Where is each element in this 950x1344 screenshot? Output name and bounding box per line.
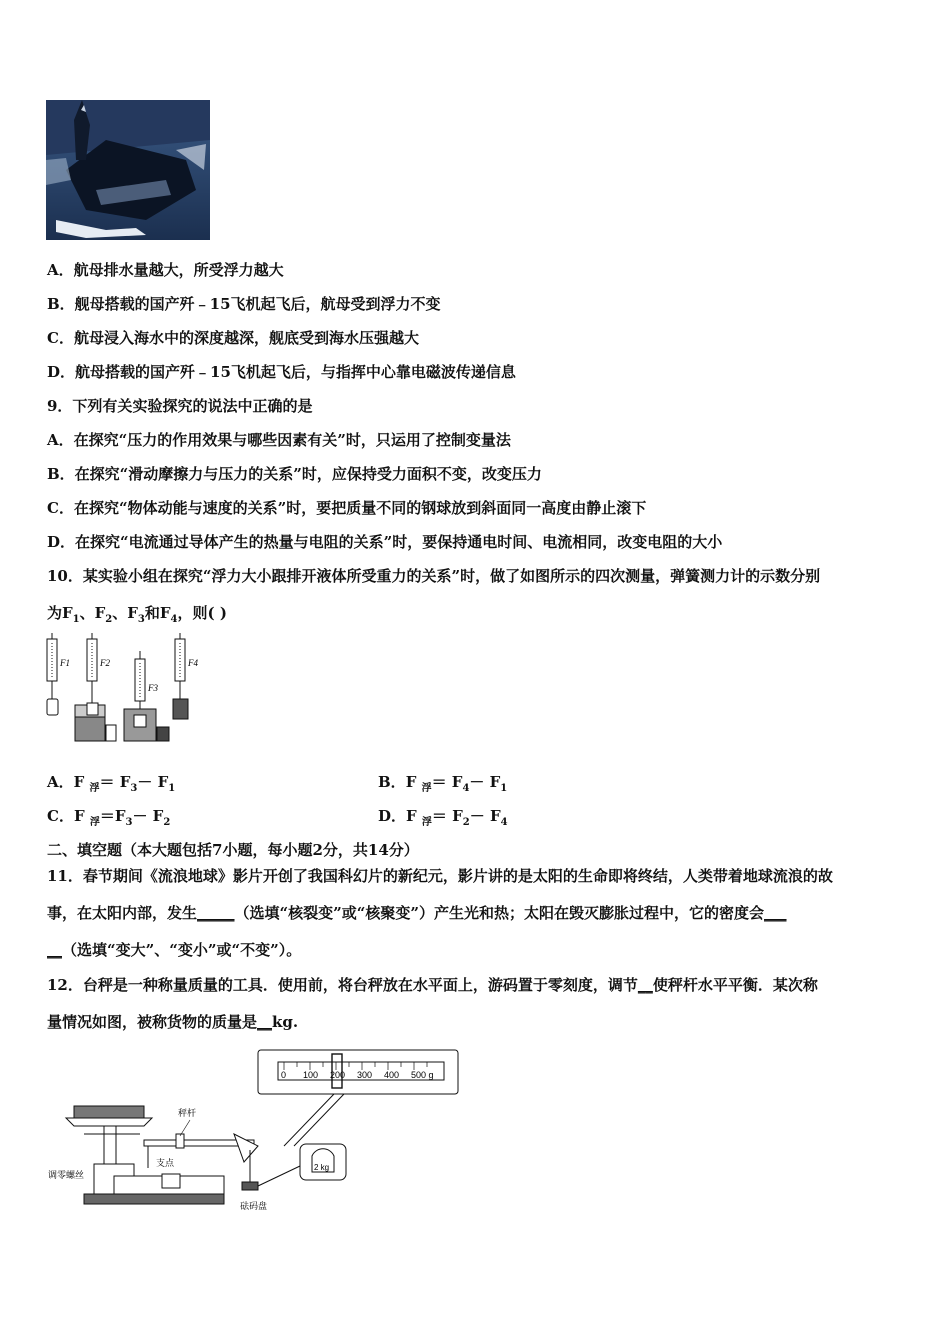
spring-scale-3 (124, 651, 169, 741)
label-f4: F4 (188, 658, 198, 668)
q11-blank-1: _____ (197, 904, 235, 922)
zero-screw-label: 调零螺丝 (48, 1170, 85, 1180)
q12-blank-1: __ (637, 976, 653, 994)
spring-scale-2 (75, 633, 116, 741)
tick-200: 200 (330, 1070, 346, 1080)
q10-option-a: A．F $_浮= F_3- F_1$ (47, 773, 176, 794)
q12-line2: 量情况如图，被称货物的质量是__kg. (47, 1013, 299, 1031)
q11-blank-2: ___ (764, 904, 787, 922)
tick-300: 300 (357, 1070, 373, 1080)
tick-100: 100 (303, 1070, 319, 1080)
label-f2: F2 (100, 658, 110, 668)
q11-line1: 11．春节期间《流浪地球》影片开创了我国科幻片的新纪元，影片讲的是太阳的生命即将终结，人类带着地球流浪的故 (47, 867, 833, 885)
spring-scale-figure (44, 633, 204, 743)
q9-option-b: B．在探究“滑动摩擦力与压力的关系”时，应保持受力面积不变，改变压力 (47, 465, 542, 483)
tick-0: 0 (281, 1070, 287, 1080)
platform-scale-figure (44, 1046, 464, 1216)
label-f3: F3 (148, 683, 158, 693)
tick-400: 400 (384, 1070, 400, 1080)
scale-zoom-panel (258, 1050, 458, 1146)
weight-label: 2 kg (314, 1163, 330, 1172)
tick-500: 500 g (411, 1070, 434, 1080)
q8-option-c: C．航母浸入海水中的深度越深，舰底受到海水压强越大 (47, 329, 419, 347)
q11-line3: __（选填“变大”、“变小”或“不变”）。 (47, 941, 302, 959)
q11-line2: 事，在太阳内部，发生_____（选填“核裂变”或“核聚变”）产生光和热；太阳在毁灭膨胀过程中，它的密度会___ (47, 904, 787, 922)
lever-label: 秤杆 (178, 1108, 197, 1118)
q12-blank-2: __ (257, 1013, 273, 1031)
aircraft-carrier-photo (46, 100, 210, 240)
scale-body (66, 1106, 258, 1204)
weight-magnifier (258, 1144, 346, 1186)
spring-scale-1 (47, 633, 58, 715)
q9-stem: 9．下列有关实验探究的说法中正确的是 (47, 397, 313, 415)
q10-stem-line1: 10．某实验小组在探究“浮力大小跟排开液体所受重力的关系”时，做了如图所示的四次测量，弹簧测力计的示数分别 (47, 567, 821, 585)
q9-option-a: A．在探究“压力的作用效果与哪些因素有关”时，只运用了控制变量法 (47, 431, 511, 449)
label-f1: F1 (60, 658, 70, 668)
section-heading-fill-in: 二、填空题（本大题包括7小题，每小题2分，共14分） (47, 841, 419, 859)
fulcrum-label: 支点 (156, 1158, 175, 1168)
q10-option-d: D．F $_浮= F_2- F_4$ (378, 807, 508, 828)
q8-option-d: D．航母搭载的国产歼﹣15飞机起飞后，与指挥中心靠电磁波传递信息 (47, 363, 516, 381)
q9-option-c: C．在探究“物体动能与速度的关系”时，要把质量不同的钢球放到斜面同一高度由静止滚下 (47, 499, 647, 517)
q10-option-c: C．F $_浮=F_3- F_2$ (47, 807, 171, 828)
q10-option-b: B．F $_浮= F_4- F_1$ (378, 773, 508, 794)
weight-tray-label: 砝码盘 (240, 1201, 268, 1211)
q8-option-a: A．航母排水量越大，所受浮力越大 (47, 261, 284, 279)
q9-option-d: D．在探究“电流通过导体产生的热量与电阻的关系”时，要保持通电时间、电流相同，改变电阻的大小 (47, 533, 723, 551)
q12-line1: 12．台秤是一种称量质量的工具．使用前，将台秤放在水平面上，游码置于零刻度，调节__使秤杆水平平衡．某次称 (47, 976, 818, 994)
q8-option-b: B．舰母搭载的国产歼﹣15飞机起飞后，航母受到浮力不变 (47, 295, 441, 313)
spring-scale-4 (173, 633, 188, 719)
q10-stem-line2: 为$F_1$、$F_2$、$F_3$和$F_4$，则( ) (47, 604, 227, 625)
